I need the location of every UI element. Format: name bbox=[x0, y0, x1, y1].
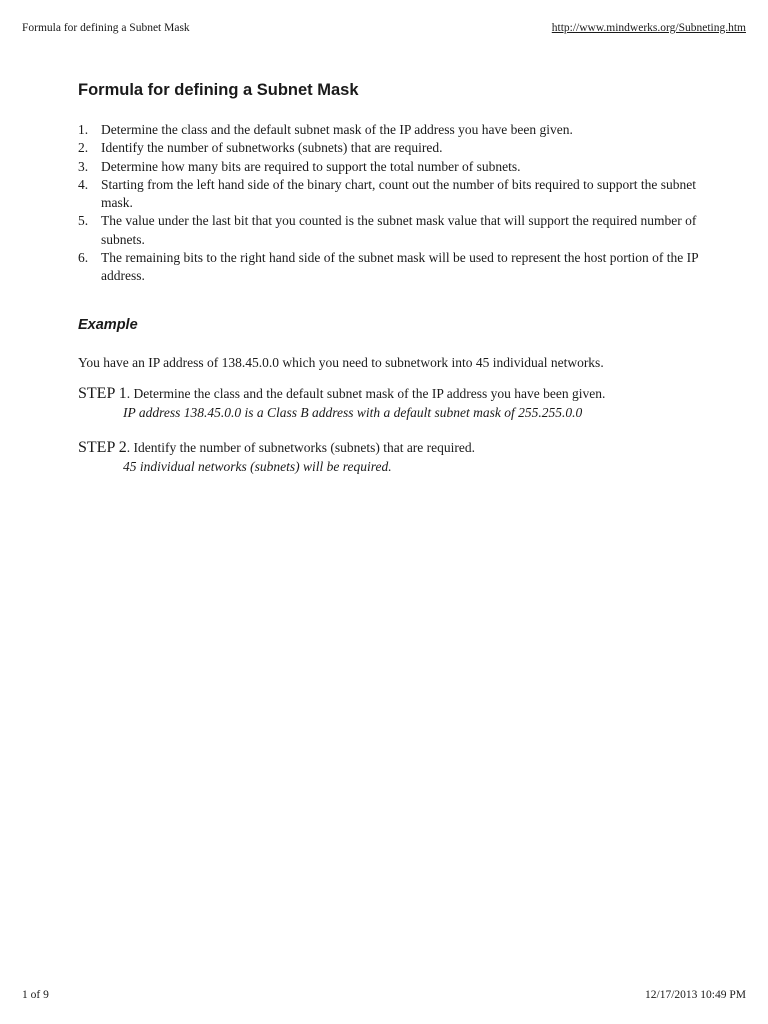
list-item bbox=[78, 139, 718, 157]
list-item-text: The remaining bits to the right hand side of the subnet mask will be used to represent the host portion of the IP address. bbox=[101, 250, 699, 284]
list-item-number: 2. bbox=[78, 140, 89, 156]
print-footer-page-count: 1 of 9 bbox=[22, 989, 49, 1001]
example-step-2 bbox=[78, 438, 718, 476]
example-step-1 bbox=[78, 384, 718, 422]
list-item bbox=[78, 158, 718, 176]
document-title: Formula for defining a Subnet Mask bbox=[78, 81, 359, 99]
list-item-text: The value under the last bit that you counted is the subnet mask value that will support the required number of subnets. bbox=[101, 213, 697, 247]
document-body bbox=[78, 80, 718, 476]
print-footer-timestamp: 12/17/2013 10:49 PM bbox=[645, 989, 746, 1001]
list-item-text: Determine how many bits are required to support the total number of subnets. bbox=[101, 158, 521, 174]
example-intro: You have an IP address of 138.45.0.0 which you need to subnetwork into 45 individual networks. bbox=[78, 354, 604, 370]
step-label: STEP 2 bbox=[78, 438, 127, 456]
list-item-text: Identify the number of subnetworks (subnets) that are required. bbox=[101, 140, 443, 156]
list-item bbox=[78, 121, 718, 139]
step-instruction bbox=[78, 438, 718, 458]
list-item-number: 4. bbox=[78, 176, 89, 192]
list-item bbox=[78, 249, 718, 286]
step-answer: IP address 138.45.0.0 is a Class B address with a default subnet mask of 255.255.0.0 bbox=[123, 404, 583, 420]
list-item-number: 5. bbox=[78, 213, 89, 229]
list-item-number: 1. bbox=[78, 122, 89, 137]
list-item-text: Determine the class and the default subnet mask of the IP address you have been given. bbox=[101, 122, 573, 137]
step-label: STEP 1 bbox=[78, 384, 127, 402]
step-instruction bbox=[78, 384, 718, 404]
formula-steps-list bbox=[78, 121, 718, 286]
list-item bbox=[78, 212, 718, 249]
step-answer: 45 individual networks (subnets) will be required. bbox=[123, 458, 392, 474]
step-text: . Determine the class and the default subnet mask of the IP address you have been given. bbox=[126, 385, 606, 401]
print-header-url[interactable]: http://www.mindwerks.org/Subneting.htm bbox=[551, 22, 746, 34]
list-item-number: 3. bbox=[78, 158, 89, 174]
list-item-number: 6. bbox=[78, 250, 89, 266]
step-text: . Identify the number of subnetworks (subnets) that are required. bbox=[126, 439, 476, 455]
print-header-title: Formula for defining a Subnet Mask bbox=[22, 22, 190, 34]
example-heading: Example bbox=[78, 316, 138, 333]
list-item bbox=[78, 176, 718, 213]
list-item-text: Starting from the left hand side of the binary chart, count out the number of bits required to support the subnet mask. bbox=[101, 176, 696, 211]
